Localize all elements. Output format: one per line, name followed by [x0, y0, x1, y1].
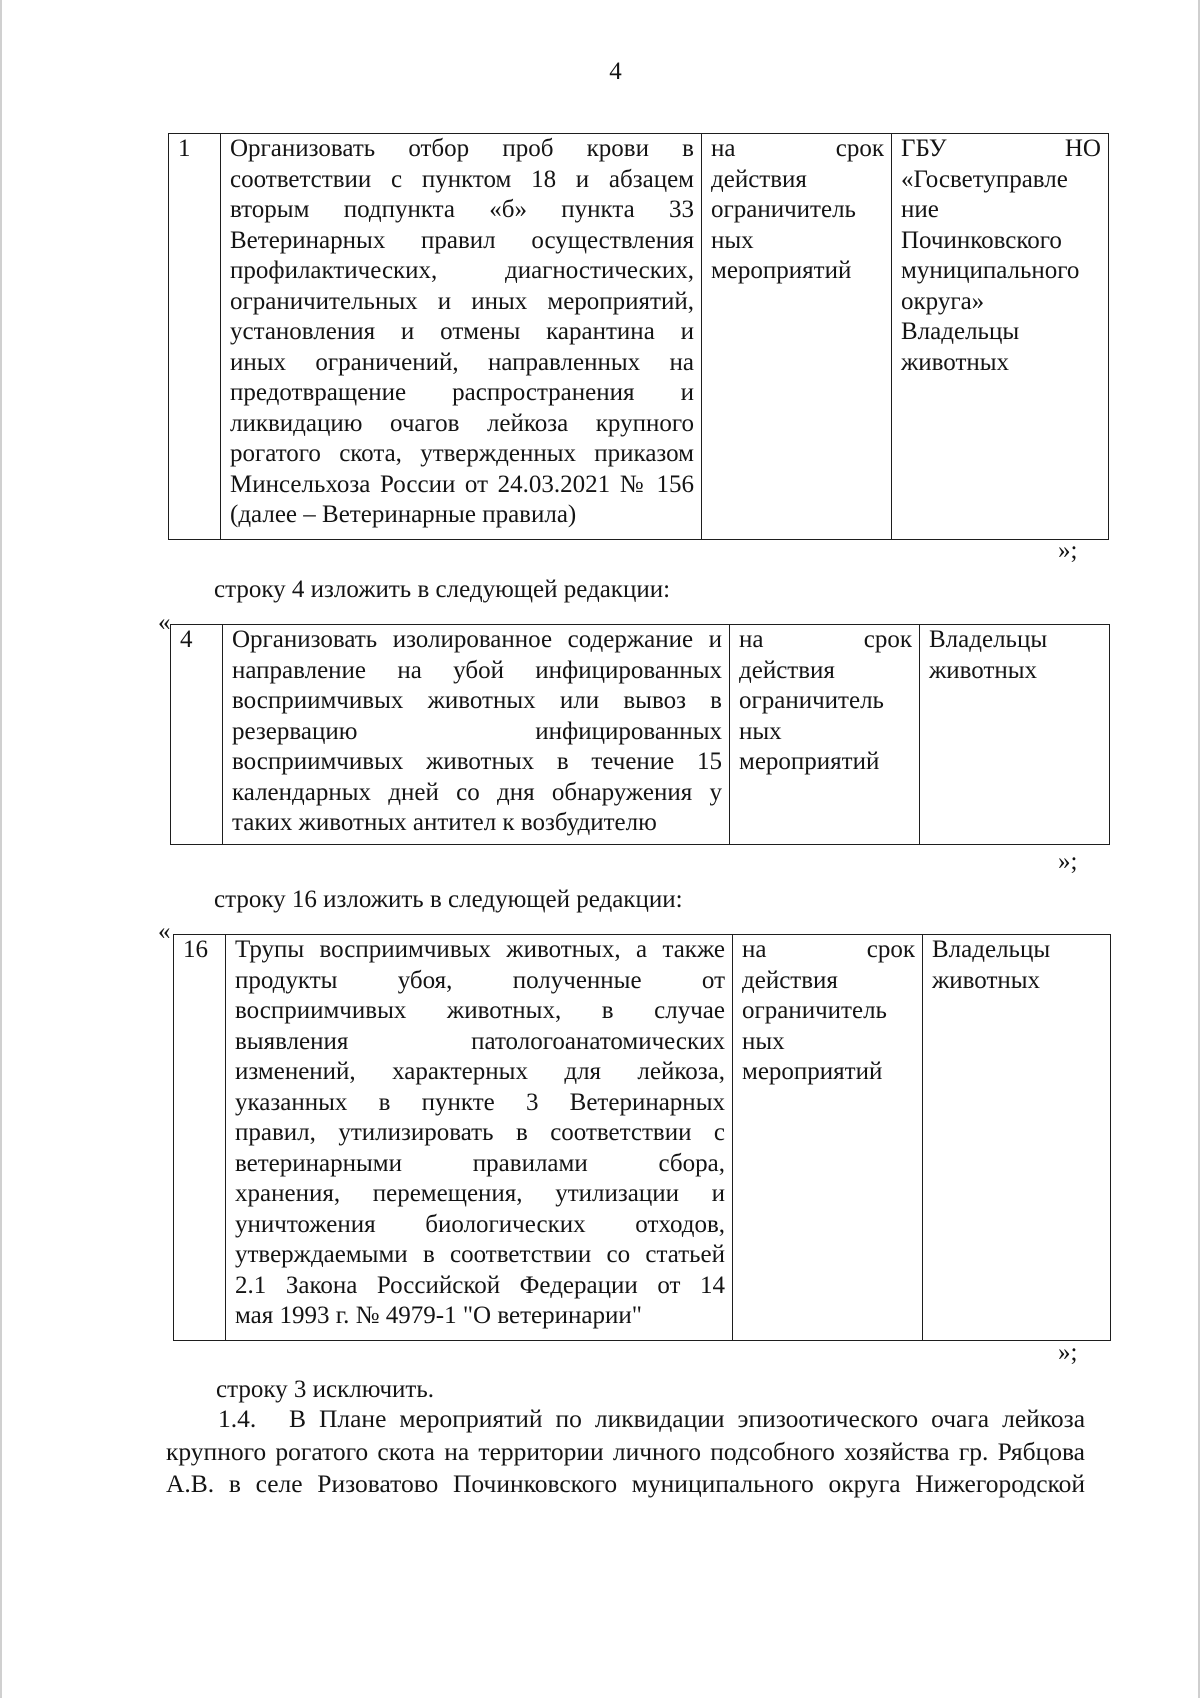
term-cell: [733, 935, 923, 1341]
instruction-row-3: строку 3 исключить.: [216, 1376, 434, 1403]
plan-table-row-4: [170, 624, 1110, 845]
term-line: мероприятий: [711, 257, 852, 284]
executor-line: Починковского: [901, 226, 1062, 254]
description-line: соответствии с пунктом 18 и абзацем: [230, 165, 694, 193]
description-line: календарных дней со дня обнаружения у: [232, 778, 722, 806]
paragraph-number: 1.4.: [218, 1404, 257, 1433]
term-line: действия: [711, 165, 807, 193]
row-number-cell: 16: [174, 935, 226, 1341]
executor-line: ние: [901, 196, 939, 223]
plan-table-row-16: [173, 934, 1111, 1341]
closing-quote: »;: [1058, 848, 1078, 875]
description-line: 2.1 Закона Российской Федерации от 14: [235, 1271, 725, 1299]
executor-line: животных: [901, 348, 1010, 376]
description-line: Трупы восприимчивых животных, а также: [235, 936, 725, 963]
description-line: профилактических, диагностических,: [230, 257, 694, 284]
term-line: мероприятий: [739, 748, 880, 775]
term-cell: [730, 625, 920, 845]
term-line: ограничитель: [711, 196, 856, 223]
description-line: Ветеринарных правил осуществления: [230, 226, 694, 254]
paragraph-line-1-text: В Плане мероприятий по ликвидации эпизоотического очага лейкоза: [288, 1404, 1086, 1433]
row-number-cell: 1: [169, 134, 221, 540]
executor-cell: [892, 134, 1109, 540]
description-cell: [223, 625, 730, 845]
paragraph-line-3: А.В. в селе Ризоватово Починковского муниципального округа Нижегородской: [166, 1469, 1085, 1498]
opening-quote: «: [158, 918, 171, 945]
description-line: восприимчивых животных или вывоз в: [232, 687, 722, 714]
description-line: таких животных антител к возбудителю: [232, 809, 657, 836]
description-line: продукты убоя, полученные от: [235, 966, 725, 994]
description-line: ветеринарными правилами сбора,: [235, 1149, 725, 1177]
description-line: ограничительных и иных мероприятий,: [230, 287, 694, 315]
opening-quote: «: [158, 609, 171, 636]
page-number: 4: [609, 58, 622, 85]
description-line: вторым подпункта «б» пункта 33: [230, 196, 694, 223]
description-line: Минсельхоза России от 24.03.2021 № 156: [230, 470, 694, 498]
description-line: Организовать отбор проб крови в: [230, 135, 694, 162]
term-line: на срок: [739, 626, 912, 653]
description-cell: [226, 935, 733, 1341]
paragraph-1-4: [166, 1403, 1085, 1501]
executor-line: животных: [929, 656, 1038, 684]
executor-line: животных: [932, 966, 1041, 994]
description-line: (далее – Ветеринарные правила): [230, 501, 577, 528]
description-line: хранения, перемещения, утилизации и: [235, 1180, 725, 1207]
executor-line: «Госветуправле: [901, 165, 1068, 193]
table-row: [171, 625, 1110, 845]
executor-line: Владельцы: [901, 318, 1020, 345]
paragraph-line-2: крупного рогатого скота на территории личного подсобного хозяйства гр. Рябцова: [166, 1436, 1085, 1466]
description-line: резервацию инфицированных: [232, 717, 722, 745]
closing-quote: »;: [1058, 537, 1078, 564]
term-line: ограничитель: [742, 997, 887, 1024]
description-line: утверждаемыми в соответствии со статьей: [235, 1241, 725, 1268]
description-line: восприимчивых животных, в случае: [235, 997, 725, 1024]
term-line: мероприятий: [742, 1058, 883, 1085]
instruction-row-4: строку 4 изложить в следующей редакции:: [214, 576, 671, 603]
description-cell: [221, 134, 702, 540]
description-line: рогатого скота, утвержденных приказом: [230, 440, 694, 467]
description-line: иных ограничений, направленных на: [230, 348, 694, 376]
description-line: Организовать изолированное содержание и: [232, 626, 722, 653]
term-line: ограничитель: [739, 687, 884, 714]
description-line: правил, утилизировать в соответствии с: [235, 1119, 725, 1146]
table-row: [174, 935, 1111, 1341]
plan-table-row-1: [168, 133, 1109, 540]
paragraph-line-1: [166, 1403, 1085, 1436]
row-number-cell: 4: [171, 625, 223, 845]
description-line: установления и отмены карантина и: [230, 318, 694, 345]
description-line: указанных в пункте 3 Ветеринарных: [235, 1088, 725, 1116]
instruction-row-16: строку 16 изложить в следующей редакции:: [214, 886, 683, 913]
description-line: мая 1993 г. № 4979-1 "О ветеринарии": [235, 1302, 642, 1329]
closing-quote: »;: [1058, 1339, 1078, 1366]
description-line: уничтожения биологических отходов,: [235, 1210, 725, 1238]
term-line: действия: [739, 656, 835, 684]
executor-cell: [923, 935, 1111, 1341]
description-line: направление на убой инфицированных: [232, 656, 722, 684]
executor-cell: [920, 625, 1110, 845]
description-line: предотвращение распространения и: [230, 379, 694, 406]
executor-line: округа»: [901, 287, 985, 315]
term-line: ных: [711, 226, 754, 254]
description-line: ликвидацию очагов лейкоза крупного: [230, 409, 694, 437]
executor-line: муниципального: [901, 257, 1080, 284]
table-row: [169, 134, 1109, 540]
term-line: на срок: [711, 135, 884, 162]
executor-line: Владельцы: [929, 626, 1048, 653]
description-line: выявления патологоанатомических: [235, 1027, 725, 1055]
term-line: действия: [742, 966, 838, 994]
description-line: восприимчивых животных в течение 15: [232, 748, 722, 775]
term-cell: [702, 134, 892, 540]
executor-line: ГБУ НО: [901, 135, 1101, 162]
executor-line: Владельцы: [932, 936, 1051, 963]
term-line: на срок: [742, 936, 915, 963]
term-line: ных: [742, 1027, 785, 1055]
term-line: ных: [739, 717, 782, 745]
description-line: изменений, характерных для лейкоза,: [235, 1058, 725, 1085]
